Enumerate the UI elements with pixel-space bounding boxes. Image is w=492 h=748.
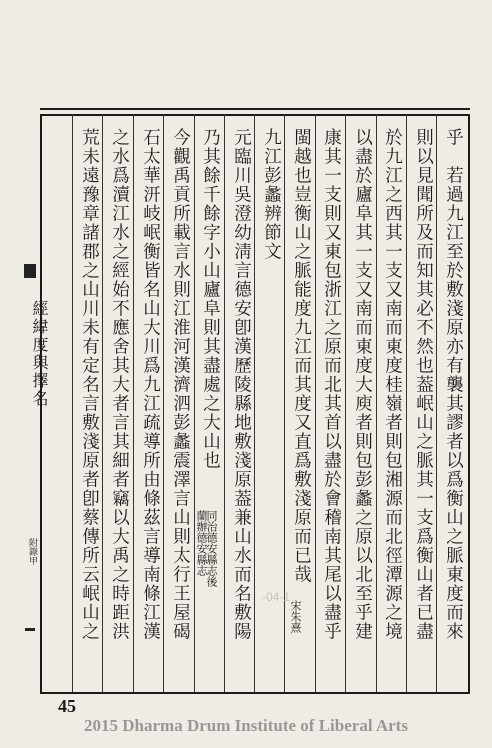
fishtail-mark (24, 264, 36, 278)
faint-stamp: -04-1 (262, 590, 291, 604)
column-rule (102, 114, 103, 692)
text-column: 今觀禹貢所載言水則江淮河漢濟泗彭蠡震澤言山則太行王屋碣 (170, 128, 191, 641)
section-title: 九江彭蠡辨節文 (261, 128, 282, 261)
text-column: 石太華汧岐岷衡皆名山大川爲九江疏導所由條茲言導南條江漢 (140, 128, 161, 641)
column-rule (254, 114, 255, 692)
page-number: 45 (58, 696, 76, 716)
text-column: 乎 若過九江至於敷淺原亦有襲其謬者以爲衡山之脈東度而來 (443, 128, 464, 641)
text-column: 荒未遠豫章諸郡之山川未有定名言敷淺原者卽蔡傳所云岷山之 (79, 128, 100, 641)
center-title: 經緯度與擇名 (30, 300, 49, 408)
column-rule (406, 114, 407, 692)
column-rule (133, 114, 134, 692)
text-column: 康其一支則又東包浙江之原而北其首以盡於會稽南其尾以盡乎 (321, 128, 342, 641)
column-rule (345, 114, 346, 692)
column-rule (194, 114, 195, 692)
text-column-note: 蘭辦德安縣志 (195, 510, 208, 576)
center-side-label: 附錄甲 (27, 538, 37, 565)
fishtail-bar (25, 628, 35, 631)
text-column: 之水爲瀆江水之經始不應舍其大者言其細者竊以大禹之時距洪 (109, 128, 130, 641)
text-column-note: 宋朱熹 (289, 600, 302, 633)
watermark: 2015 Dharma Drum Institute of Liberal Arts (84, 716, 408, 735)
text-column: 則以見聞所及而知其必不然也葢岷山之脈其一支爲衡山者已盡 (413, 128, 434, 641)
text-column: 以盡於廬阜其一支又南而東度大庾者則包彭蠡之原以北至乎建 (352, 128, 373, 641)
text-column: 閩越也豈衡山之脈能度九江而其度又直爲敷淺原而已哉 (291, 128, 312, 584)
column-rule (163, 114, 164, 692)
text-column: 乃其餘千餘字小山廬阜則其盡處之大山也 (200, 128, 221, 470)
column-rule (284, 114, 285, 692)
column-rule (436, 114, 437, 692)
column-rule (72, 114, 73, 692)
frame-top-rule (40, 108, 470, 110)
column-rule (376, 114, 377, 692)
column-rule (315, 114, 316, 692)
text-column: 元臨川吳澄幼淸言德安卽漢歷陵縣地敷淺原葢兼山水而名敷陽 (231, 128, 252, 641)
text-column: 於九江之西其一支又南而東度桂嶺者則包湘源而北徑潭源之境 (382, 128, 403, 641)
text-column-note: 同治德安縣志後 (205, 510, 218, 587)
frame-bottom-rule (40, 692, 470, 694)
column-rule (224, 114, 225, 692)
